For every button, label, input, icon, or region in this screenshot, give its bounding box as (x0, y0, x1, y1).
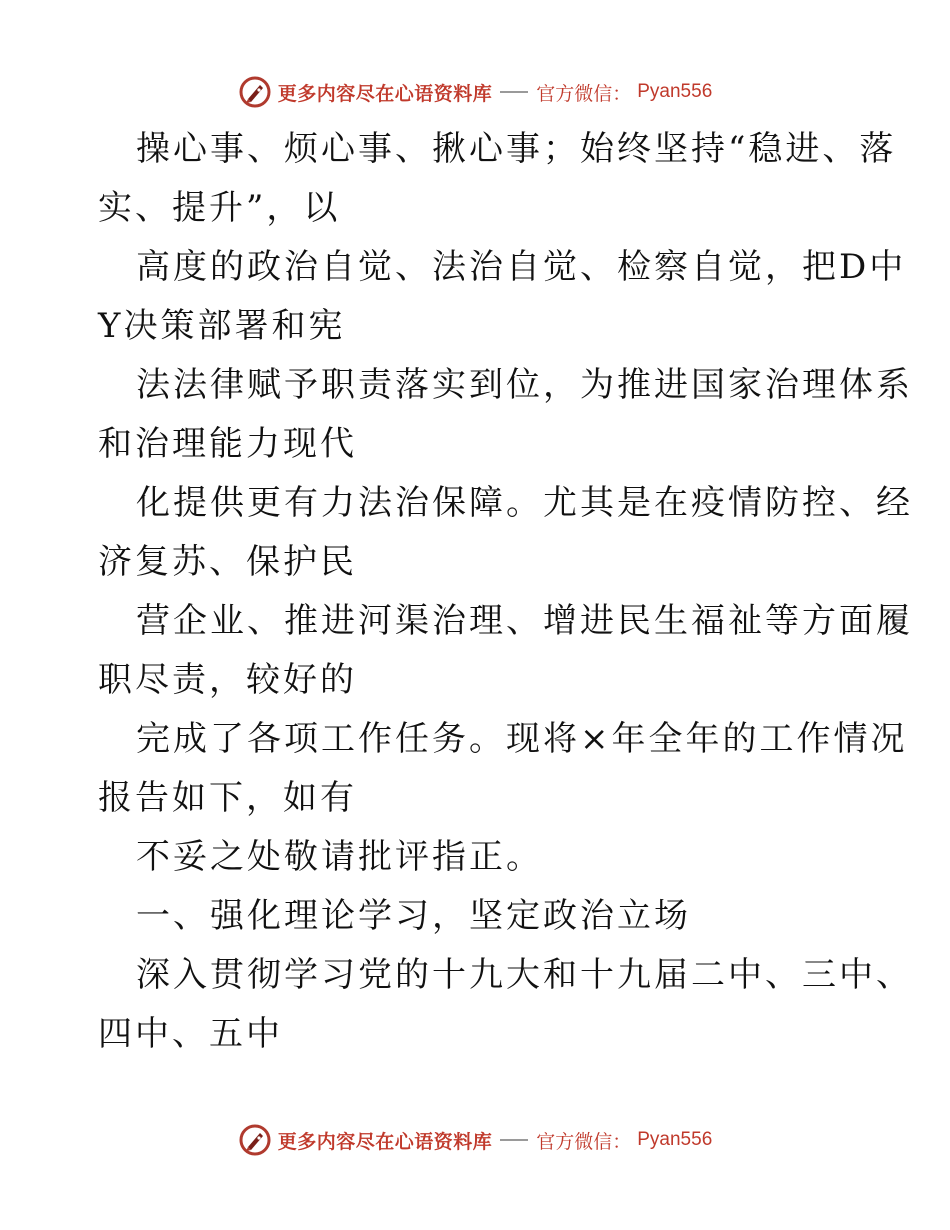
text-line: 高度的政治自觉、法治自觉、检察自觉，把D中 (136, 247, 907, 287)
text-line: 报告如下，如有 (98, 778, 357, 818)
text-line: 不妥之处敬请批评指正。 (136, 837, 543, 877)
text-line: 完成了各项工作任务。现将×年全年的工作情况 (136, 719, 908, 759)
text-line: 职尽责，较好的 (98, 660, 357, 700)
text-line: 和治理能力现代 (98, 424, 357, 464)
text-line: 法法律赋予职责落实到位，为推进国家治理体系 (136, 365, 913, 405)
text-line: 四中、五中 (98, 1014, 283, 1054)
text-line: 化提供更有力法治保障。尤其是在疫情防控、经 (136, 483, 913, 523)
header-banner (0, 72, 950, 112)
text-line: 深入贯彻学习党的十九大和十九届二中、三中、 (136, 955, 913, 995)
pen-nib-logo-icon (238, 75, 272, 109)
footer-separator (500, 1139, 528, 1141)
header-title: 更多内容尽在心语资料库 (277, 82, 493, 105)
header-wechat-id: Pyan556 (637, 81, 713, 102)
text-line: Y决策部署和宪 (98, 306, 346, 346)
pen-nib-logo-icon (238, 1123, 272, 1157)
text-line: 实、提升”，以 (98, 188, 341, 228)
footer-title: 更多内容尽在心语资料库 (277, 1130, 493, 1153)
header-wechat-label: 官方微信： (536, 82, 632, 105)
text-line: 营企业、推进河渠治理、增进民生福祉等方面履 (136, 601, 913, 641)
footer-wechat-id: Pyan556 (637, 1129, 713, 1150)
text-line: 操心事、烦心事、揪心事；始终坚持“稳进、落 (136, 129, 897, 169)
header-separator (500, 91, 528, 93)
section-heading: 一、强化理论学习，坚定政治立场 (136, 896, 691, 936)
footer-banner (0, 1120, 950, 1160)
text-line: 济复苏、保护民 (98, 542, 357, 582)
document-body (98, 120, 913, 1064)
footer-wechat-label: 官方微信： (536, 1130, 632, 1153)
